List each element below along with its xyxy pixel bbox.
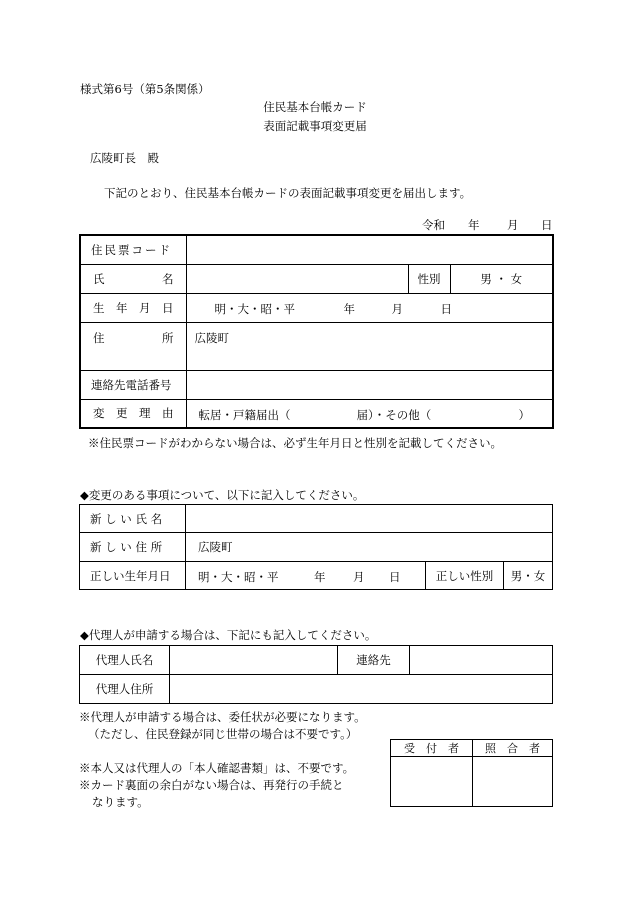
correct-birth-label: 正しい生年月日: [80, 562, 186, 590]
new-address-field[interactable]: [186, 533, 553, 562]
receiver-label: 受 付 者: [391, 740, 473, 757]
reissue-note-1: ※カード裏面の余白がない場合は、再発行の手続と: [79, 778, 344, 792]
changes-table: [79, 504, 553, 590]
resident-code-label: 住民票コード: [80, 235, 186, 264]
new-address-label: 新 し い 住 所: [80, 533, 186, 562]
name-row: [80, 264, 553, 293]
correct-birth-year: 年: [314, 570, 326, 584]
reason-label: 変 更 理 由: [80, 399, 186, 428]
correct-gender-options[interactable]: 男・女: [504, 562, 553, 590]
changes-heading: ◆変更のある事項について、以下に記入してください。: [80, 488, 365, 502]
id-note: ※本人又は代理人の「本人確認書類」は、不要です。: [79, 761, 355, 775]
correct-birth-day: 日: [389, 570, 401, 584]
form-title-line2: 表面記載事項変更届: [263, 119, 367, 133]
new-address-prefix: 広陵町: [198, 540, 233, 554]
reason-field[interactable]: [186, 399, 553, 428]
proxy-address-row: [80, 675, 553, 704]
date-day: 日: [541, 218, 553, 232]
phone-field[interactable]: [186, 370, 553, 399]
address-row: [80, 322, 553, 370]
gender-options[interactable]: 男 ・ 女: [450, 264, 553, 293]
correct-birth-eras: 明・大・昭・平: [198, 570, 279, 584]
resident-code-note: ※住民票コードがわからない場合は、必ず生年月日と性別を記載してください。: [88, 436, 502, 450]
date-month: 月: [507, 218, 519, 232]
proxy-address-field[interactable]: [170, 675, 553, 704]
office-use-table: [390, 739, 553, 807]
applicant-table: [79, 234, 554, 429]
new-name-label: 新 し い 氏 名: [80, 505, 186, 533]
proxy-address-label: 代理人住所: [80, 675, 170, 704]
birthdate-row: [80, 293, 553, 322]
checker-label: 照 合 者: [473, 740, 553, 757]
correct-birth-month: 月: [353, 570, 365, 584]
proxy-name-field[interactable]: [170, 646, 338, 675]
gender-label: 性別: [408, 264, 450, 293]
new-name-field[interactable]: [186, 505, 553, 533]
office-use-header: [391, 740, 553, 757]
office-use-stamps: [391, 757, 553, 807]
reason-close-paren: ）: [518, 407, 530, 422]
birthdate-label: 生 年 月 日: [80, 293, 186, 322]
date-year: 年: [468, 218, 480, 232]
proxy-name-row: [80, 646, 553, 675]
proxy-contact-label: 連絡先: [338, 646, 410, 675]
intro-text: 下記のとおり、住民基本台帳カードの表面記載事項変更を届出します。: [104, 186, 472, 200]
birth-month: 月: [391, 301, 403, 316]
correct-birth-field[interactable]: [186, 562, 426, 590]
birthdate-field[interactable]: [186, 293, 553, 322]
address-field[interactable]: [186, 322, 553, 370]
address-label: 住 所: [80, 322, 186, 370]
resident-code-row: [80, 235, 553, 264]
date-era: 令和: [422, 218, 445, 232]
phone-row: [80, 370, 553, 399]
form-number: 様式第6号（第5条関係）: [80, 82, 210, 96]
addressee: 広陵町長 殿: [90, 151, 159, 165]
birth-eras: 明・大・昭・平: [214, 301, 295, 316]
reason-move-registry: 転居・戸籍届出（: [198, 407, 291, 422]
resident-code-field[interactable]: [186, 235, 553, 264]
checker-stamp-field[interactable]: [473, 757, 553, 807]
proxy-note-2: （ただし、住民登録が同じ世帯の場合は不要です。）: [88, 727, 358, 741]
birth-year: 年: [343, 301, 355, 316]
correct-gender-label: 正しい性別: [426, 562, 504, 590]
birth-day: 日: [440, 301, 452, 316]
correct-birth-row: [80, 562, 553, 590]
name-field[interactable]: [186, 264, 408, 293]
proxy-heading: ◆代理人が申請する場合は、下記にも記入してください。: [80, 628, 377, 642]
phone-label: 連絡先電話番号: [80, 370, 186, 399]
receiver-stamp-field[interactable]: [391, 757, 473, 807]
proxy-name-label: 代理人氏名: [80, 646, 170, 675]
new-name-row: [80, 505, 553, 533]
address-prefix: 広陵町: [194, 330, 229, 345]
reason-row: [80, 399, 553, 428]
proxy-table: [79, 645, 553, 704]
new-address-row: [80, 533, 553, 562]
reason-other: 届）・その他（: [356, 407, 432, 422]
form-title-line1: 住民基本台帳カード: [263, 100, 367, 114]
proxy-note-1: ※代理人が申請する場合は、委任状が必要になります。: [79, 710, 366, 724]
proxy-contact-field[interactable]: [410, 646, 553, 675]
reissue-note-2: なります。: [92, 795, 149, 809]
submission-date: [422, 217, 445, 233]
name-label: 氏 名: [80, 264, 186, 293]
